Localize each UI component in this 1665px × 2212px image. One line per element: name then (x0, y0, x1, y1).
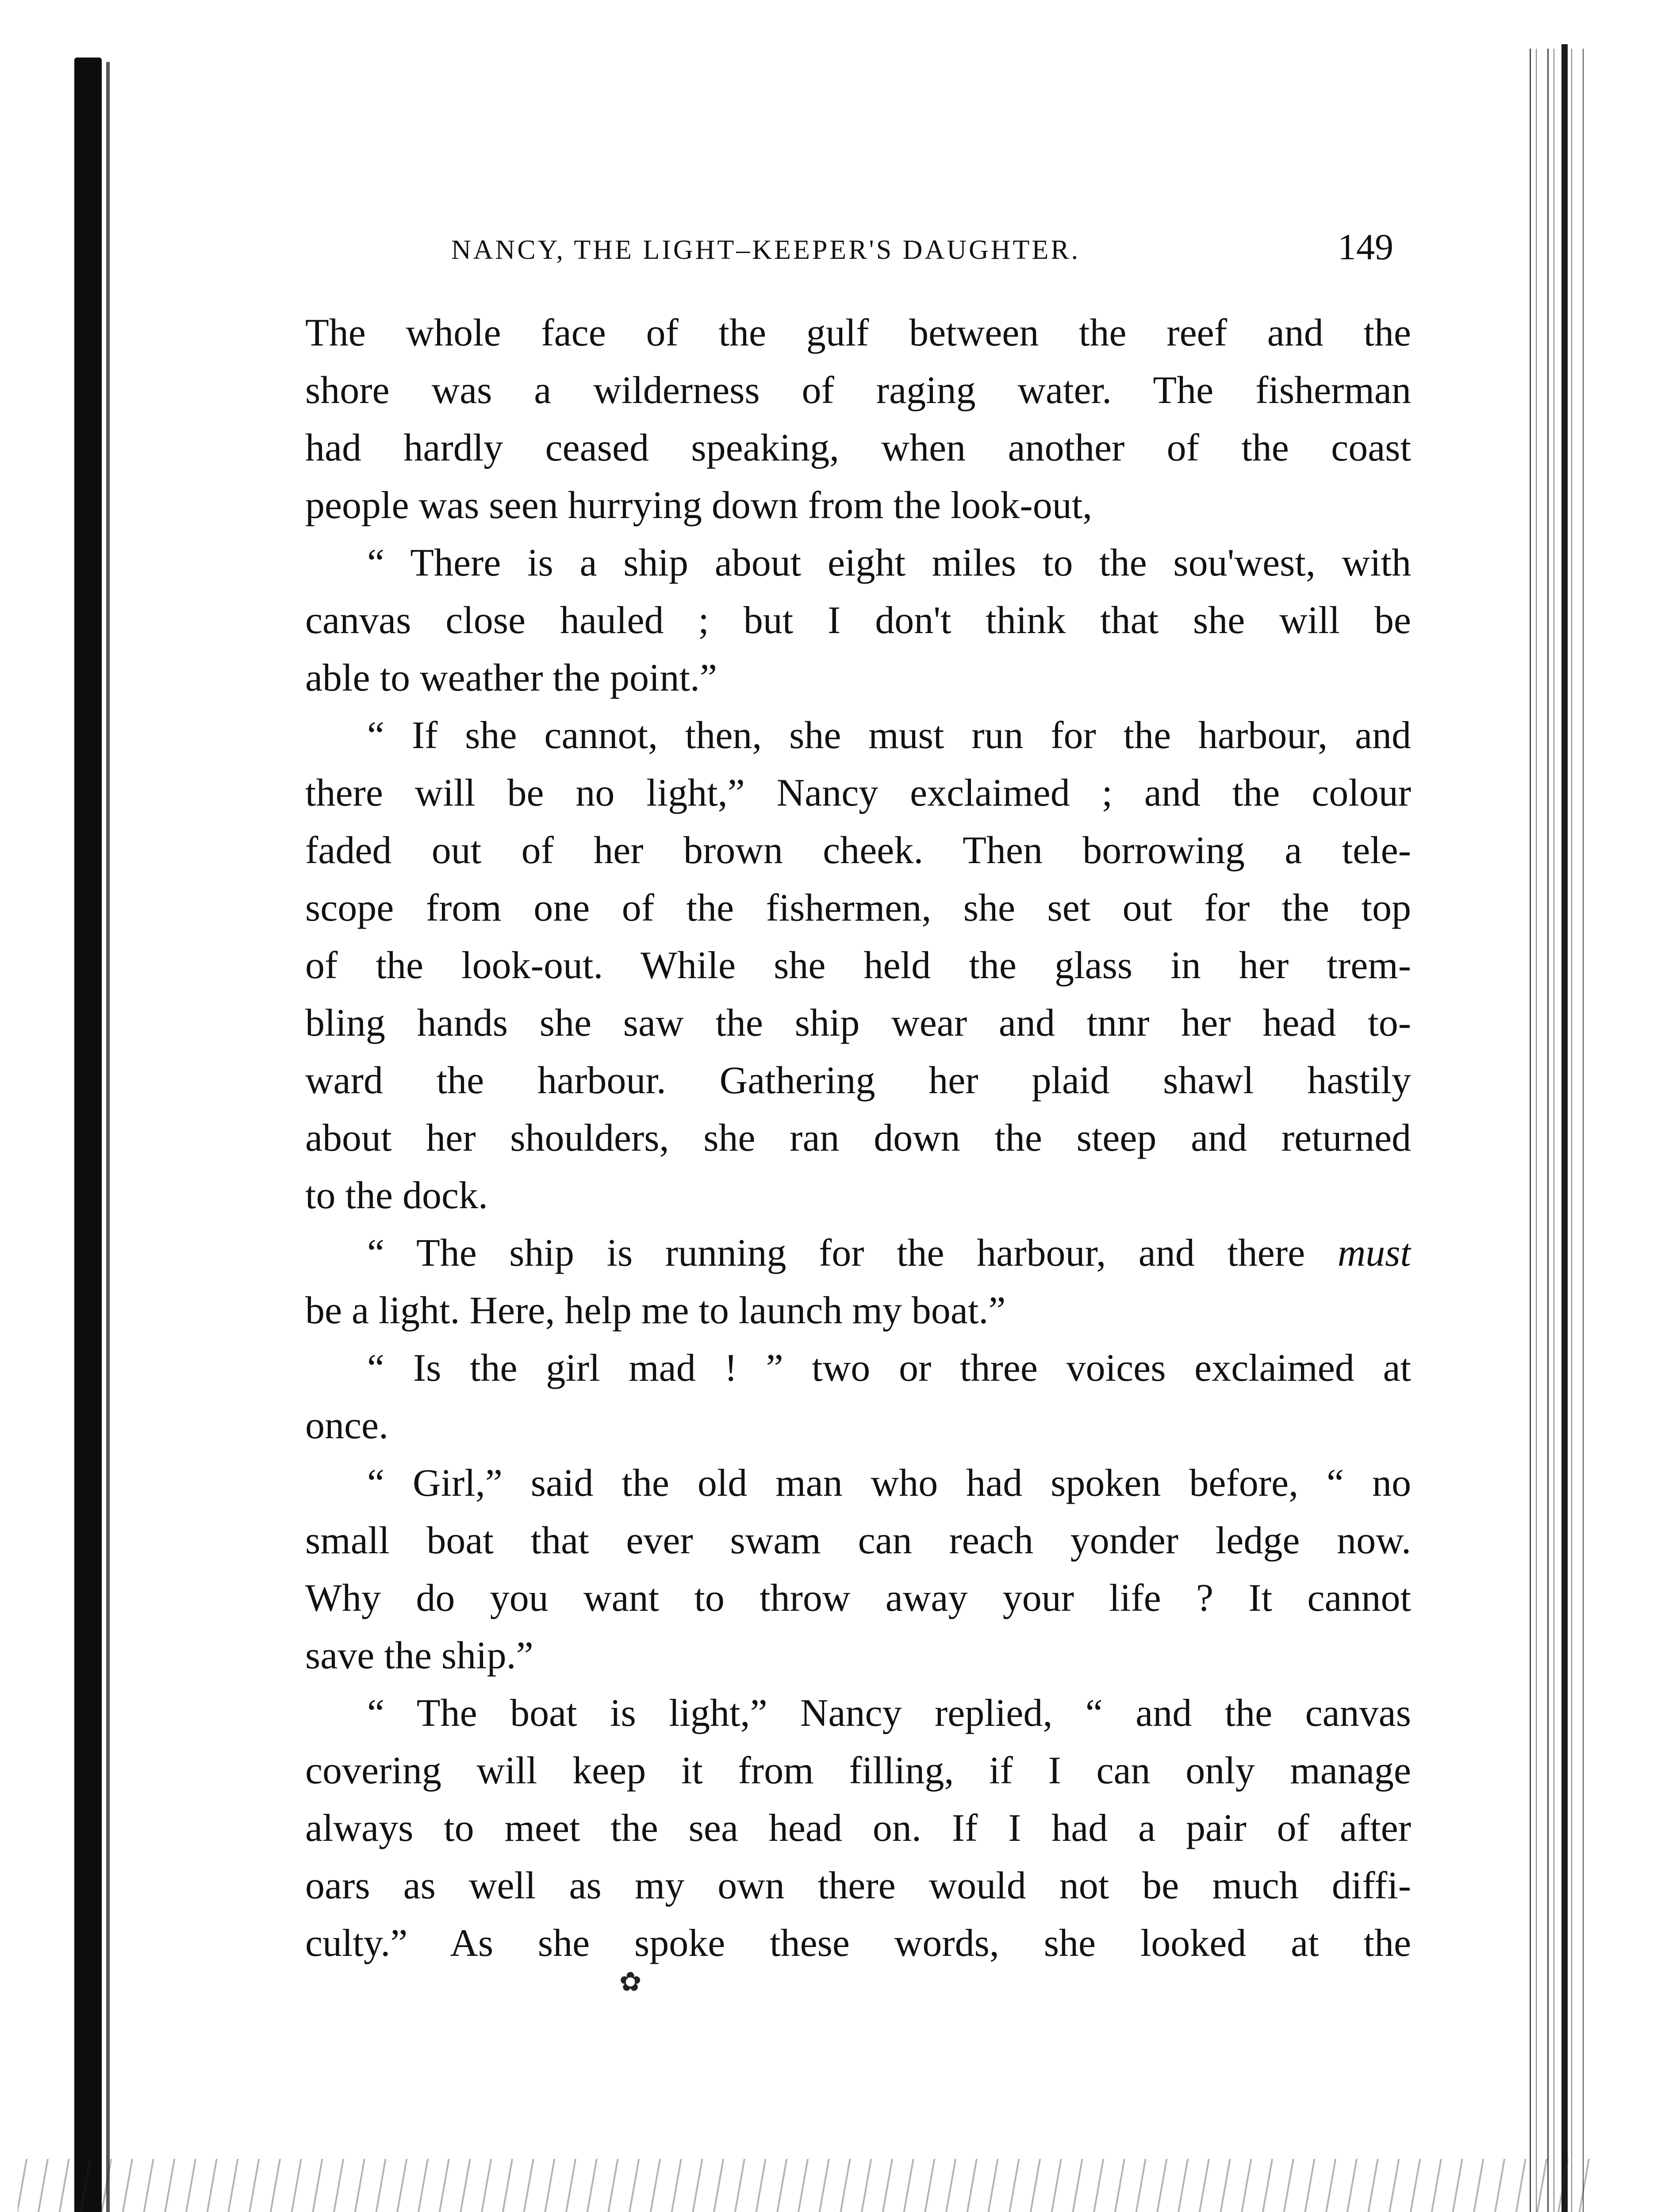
binding-edge-left (74, 58, 102, 2212)
text-line: had hardly ceased speaking, when another of the coast (305, 426, 1411, 469)
text-line: ward the harbour. Gathering her plaid shawl hastily (305, 1059, 1411, 1102)
text-line: canvas close hauled ; but I don't think that she will be (305, 599, 1411, 642)
text-line: save the ship.” (305, 1634, 533, 1677)
text-line: bling hands she saw the ship wear and tnnr her head to- (305, 1002, 1411, 1045)
text-line: once. (305, 1404, 389, 1447)
body-text (305, 304, 1411, 1972)
text-line: able to weather the point.” (305, 657, 717, 699)
text-line: oars as well as my own there would not be much diffi- (305, 1864, 1411, 1907)
text-line: “ The boat is light,” Nancy replied, “ and the canvas (367, 1692, 1411, 1735)
text-line: The whole face of the gulf between the reef and the (305, 311, 1411, 354)
text-line: Why do you want to throw away your life ? It cannot (305, 1577, 1411, 1620)
text-line: be a light. Here, help me to launch my boat.” (305, 1289, 1006, 1332)
text-line: there will be no light,” Nancy exclaimed ; and the colour (305, 772, 1411, 814)
text-line: about her shoulders, she ran down the steep and returned (305, 1117, 1411, 1160)
text-line: shore was a wilderness of raging water. The fisherman (305, 369, 1411, 412)
text-line-with-emphasis (305, 1225, 1411, 1282)
text-line: “ If she cannot, then, she must run for the harbour, and (367, 714, 1411, 757)
running-head: NANCY, THE LIGHT–KEEPER'S DAUGHTER. (451, 235, 1081, 265)
scan-noise-bottom (18, 2159, 1592, 2212)
text-line: always to meet the sea head on. If I had a pair of after (305, 1807, 1411, 1850)
text-line: “ Is the girl mad ! ” two or three voices exclaimed at (367, 1347, 1411, 1390)
text-line: “ Girl,” said the old man who had spoken before, “ no (367, 1462, 1411, 1505)
text-line: of the look-out. While she held the glass in her trem- (305, 944, 1411, 987)
text-line: “ There is a ship about eight miles to the sou'west, with (367, 541, 1411, 584)
page-edge-right (1526, 49, 1584, 2212)
text-line: culty.” As she spoke these words, she looked at the (305, 1922, 1411, 1965)
emphasis-word: must (1337, 1232, 1411, 1275)
printer-ornament-icon: ✿ (619, 1967, 642, 1997)
page-edge-right-line (1561, 44, 1568, 2212)
page-number: 149 (1338, 227, 1393, 268)
text-line: to the dock. (305, 1174, 488, 1217)
text-line: scope from one of the fishermen, she set out for the top (305, 887, 1411, 929)
page-header (451, 226, 1393, 274)
text-line: covering will keep it from filling, if I can only manage (305, 1749, 1411, 1792)
text-line-part: “ The ship is running for the harbour, and there (367, 1232, 1305, 1275)
binding-edge-left-inner (106, 62, 110, 2212)
text-line: faded out of her brown cheek. Then borrowing a tele- (305, 829, 1411, 872)
text-line: people was seen hurrying down from the look-out, (305, 484, 1093, 527)
text-line: small boat that ever swam can reach yonder ledge now. (305, 1519, 1411, 1562)
